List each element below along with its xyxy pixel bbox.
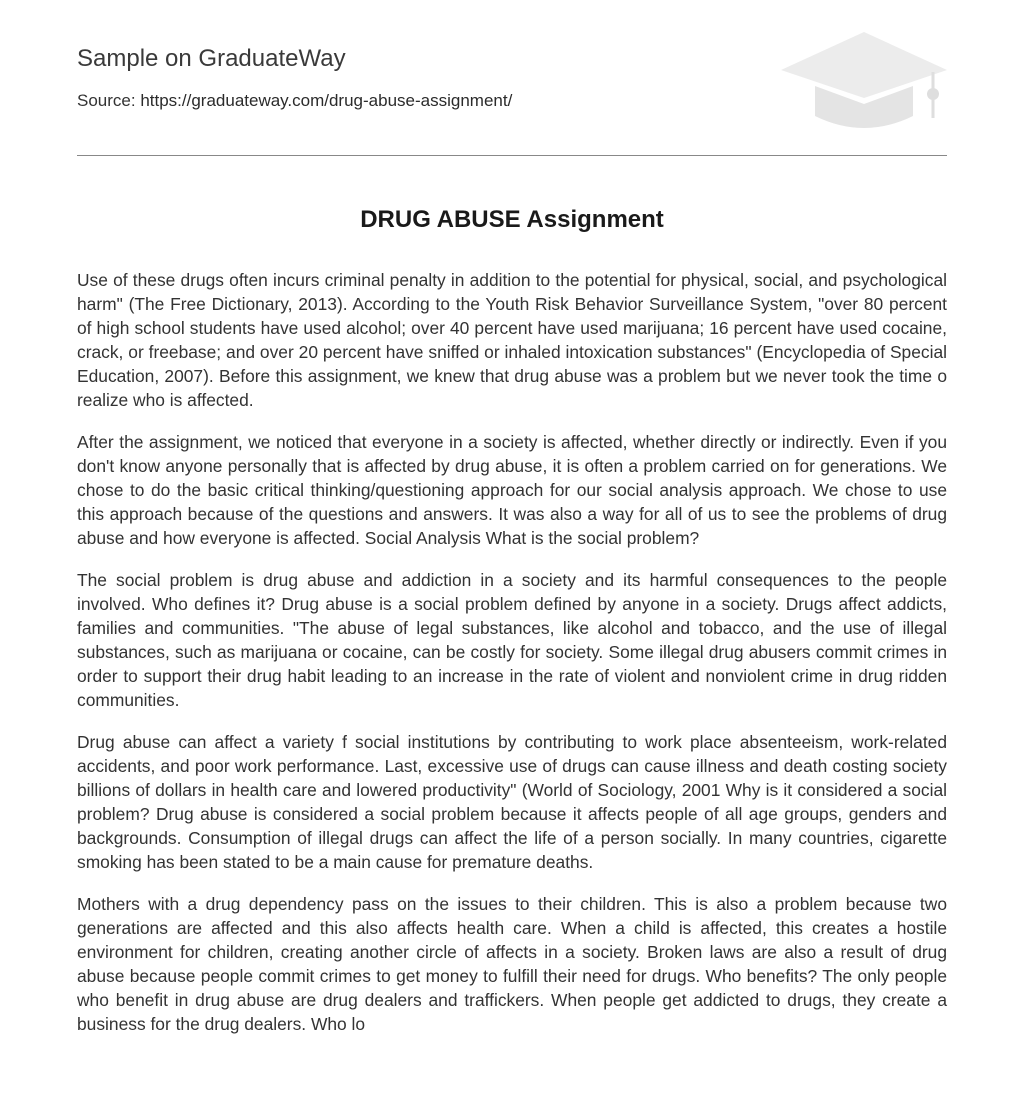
paragraph-2: After the assignment, we noticed that everyone in a society is affected, whether directly or indirectly. Even if you don't know anyone personally that is affected by drug abuse, it is often a problem carried on for generations. We chose to do the basic critical thinking/questioning approach for our social analysis approach. We chose to use this approach because of the questions and answers. It was also a way for all of us to see the problems of drug abuse and how everyone is affected. Social Analysis What is the social problem? (77, 432, 947, 548)
page-header (77, 44, 947, 156)
site-title: Sample on GraduateWay (77, 45, 346, 72)
source-label: Source: (77, 91, 141, 110)
article-body (77, 268, 947, 1054)
source-line (77, 90, 512, 112)
paragraph-5: Mothers with a drug dependency pass on the issues to their children. This is also a problem because two generations are affected and this also affects health care. When a child is affected, this creates a hostile environment for children, creating another circle of affects in a society. Broken laws are also a result of drug abuse because people commit crimes to get money to fulfill their need for drugs. Who benefits? The only people who benefit in drug abuse are drug dealers and traffickers. When people get addicted to drugs, they create a business for the drug dealers. Who lo (77, 894, 947, 1034)
paragraph-3: The social problem is drug abuse and addiction in a society and its harmful consequences to the people involved. Who defines it? Drug abuse is a social problem defined by anyone in a society. Drugs affect addicts, families and communities. "The abuse of legal substances, like alcohol and tobacco, and the use of illegal substances, such as marijuana or cocaine, can be costly for society. Some illegal drug abusers commit crimes in order to support their drug habit leading to an increase in the rate of violent and nonviolent crime in drug ridden communities. (77, 570, 947, 710)
paragraph-1: Use of these drugs often incurs criminal penalty in addition to the potential for physical, social, and psychological harm" (The Free Dictionary, 2013). According to the Youth Risk Behavior Surveillance System, "over 80 percent of high school students have used alcohol; over 40 percent have used marijuana; 16 percent have used cocaine, crack, or freebase; and over 20 percent have sniffed or inhaled intoxication substances" (Encyclopedia of Special Education, 2007). Before this assignment, we knew that drug abuse was a problem but we never took the time o realize who is affected. (77, 270, 947, 410)
document-title: DRUG ABUSE Assignment (360, 206, 664, 233)
source-link[interactable]: https://graduateway.com/drug-abuse-assignment/ (140, 91, 513, 110)
header-divider (77, 155, 947, 156)
paragraph-4: Drug abuse can affect a variety f social institutions by contributing to work place absenteeism, work-related accidents, and poor work performance. Last, excessive use of drugs can cause illness and death costing society billions of dollars in health care and lowered productivity" (World of Sociology, 2001 Why is it considered a social problem? Drug abuse is considered a social problem because it affects people of all age groups, genders and backgrounds. Consumption of illegal drugs can affect the life of a person socially. In many countries, cigarette smoking has been stated to be a main cause for premature deaths. (77, 732, 947, 872)
graduation-cap-icon (781, 32, 947, 132)
